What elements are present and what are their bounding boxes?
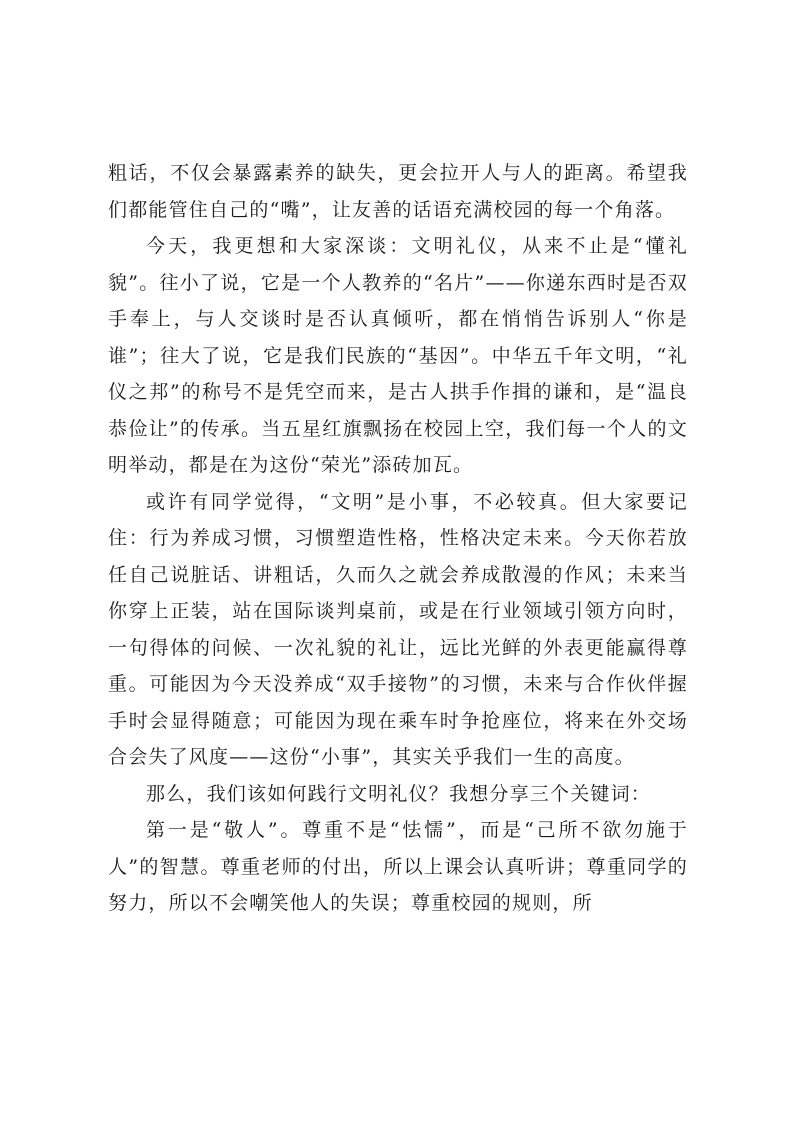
paragraph-4: 那么，我们该如何践行文明礼仪？我想分享三个关键词：	[146, 782, 652, 805]
paragraph-3: 或许有同学觉得，“文明”是小事，不必较真。但大家要记住：行为养成习惯，习惯塑造性格，性格决定未来。今天你若放任自己说脏话、讲粗话，久而久之就会养成散漫的作风；未来当你穿上正装，站在国际谈判桌前，或是在行业领域引领方向时，一句得体的问候、一次礼貌的礼让，远比光鲜的外表更能赢得尊重。可能因为今天没养成“双手接物”的习惯，未来与合作伙伴握手时会显得随意；可能因为现在乘车时争抢座位，将来在外交场合会失了风度——这份“小事”，其实关乎我们一生的高度。	[108, 490, 688, 768]
paragraph-2: 今天，我更想和大家深谈：文明礼仪，从来不止是“懂礼貌”。往小了说，它是一个人教养的“名片”——你递东西时是否双手奉上，与人交谈时是否认真倾听，都在悄悄告诉别人“你是谁”；往大了说，它是我们民族的“基因”。中华五千年文明，“礼仪之邦”的称号不是凭空而来，是古人拱手作揖的谦和，是“温良恭俭让”的传承。当五星红旗飘扬在校园上空，我们每一个人的文明举动，都是在为这份“荣光”添砖加瓦。	[108, 235, 688, 476]
document-body	[108, 155, 688, 922]
paragraph-5: 第一是“敬人”。尊重不是“怯懦”，而是“己所不欲勿施于人”的智慧。尊重老师的付出，所以上课会认真听讲；尊重同学的努力，所以不会嘲笑他人的失误；尊重校园的规则，所	[108, 819, 688, 914]
paragraph-1: 粗话，不仅会暴露素养的缺失，更会拉开人与人的距离。希望我们都能管住自己的“嘴”，让友善的话语充满校园的每一个角落。	[108, 162, 688, 221]
